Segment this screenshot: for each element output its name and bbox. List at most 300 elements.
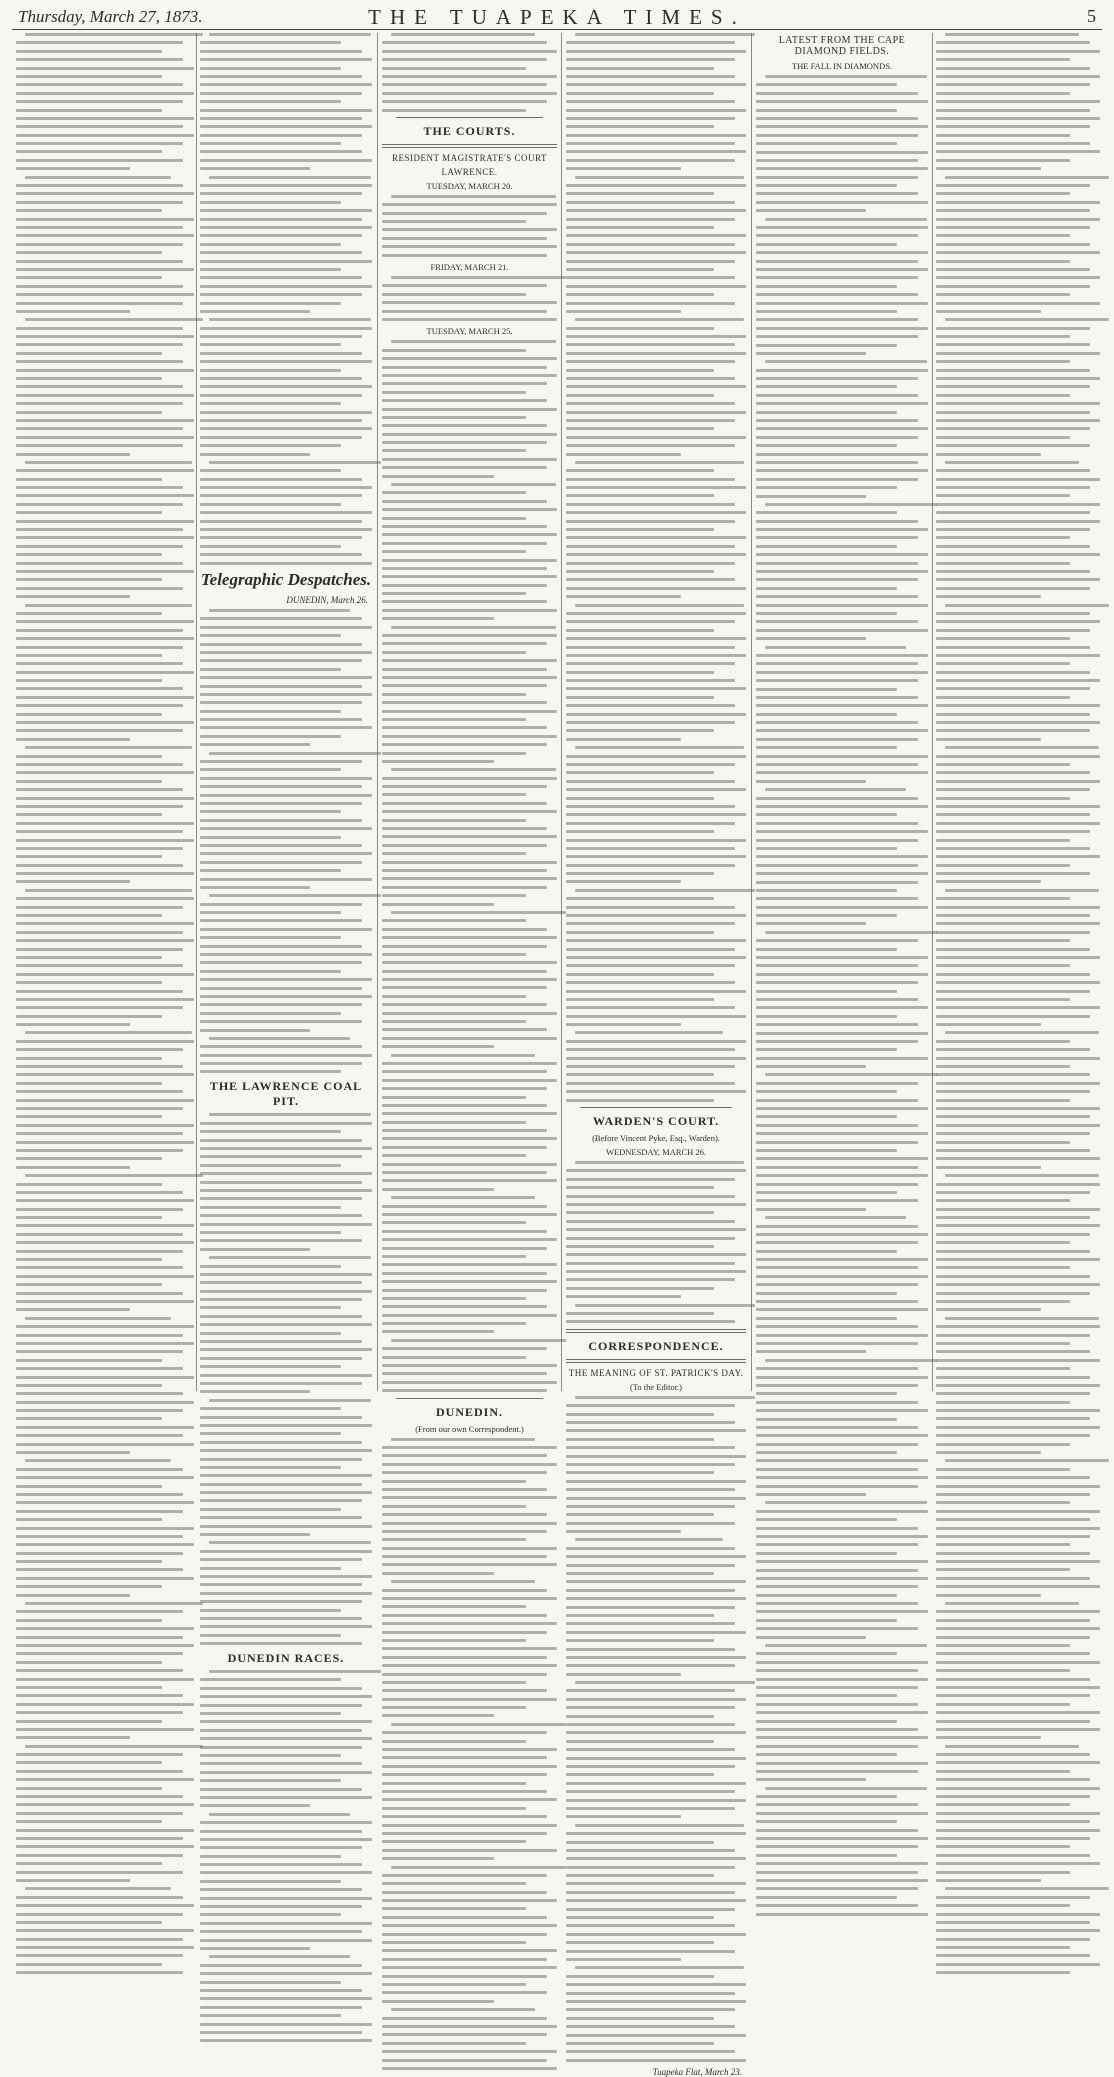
text-line: [200, 503, 341, 506]
text-line: [16, 1157, 162, 1160]
text-line: [16, 1132, 183, 1135]
text-line: [382, 500, 547, 503]
text-line: [382, 1740, 526, 1743]
text-line: [16, 1124, 194, 1127]
text-line: [566, 1992, 735, 1995]
text-line: [936, 167, 1041, 170]
text-line: [16, 545, 183, 548]
text-line: [200, 2014, 341, 2017]
text-line: [566, 67, 714, 70]
text-line: [756, 453, 928, 456]
text-line: [25, 1031, 192, 1034]
text-line: [16, 1250, 183, 1253]
text-line: [566, 1099, 714, 1102]
text-line: [16, 1426, 194, 1429]
text-line: [756, 234, 918, 237]
text-line: [566, 914, 746, 917]
text-line: [382, 1221, 526, 1224]
text-line: [566, 880, 681, 883]
text-line: [200, 192, 362, 195]
text-line: [200, 50, 362, 53]
text-line: [756, 1736, 928, 1739]
text-line: [756, 1183, 918, 1186]
text-line: [945, 746, 1099, 749]
text-line: [566, 595, 681, 598]
text-line: [756, 855, 928, 858]
text-line: [16, 1644, 194, 1647]
text-line: [566, 1849, 735, 1852]
text-line: [566, 411, 746, 414]
text-line: [756, 495, 866, 498]
text-line: [566, 1455, 746, 1458]
text-line: [756, 713, 897, 716]
text-line: [566, 1597, 746, 1600]
text-line: [382, 659, 557, 662]
text-line: [382, 1330, 494, 1333]
text-line: [756, 411, 897, 414]
text-line: [756, 595, 918, 598]
text-line: [756, 436, 918, 439]
text-line: [16, 285, 183, 288]
text-line: [756, 1166, 918, 1169]
text-line: [756, 612, 897, 615]
text-line: [566, 620, 735, 623]
text-line: [382, 1983, 526, 1986]
text-line: [936, 1376, 1090, 1379]
text-line: [382, 475, 494, 478]
text-line: [382, 1622, 557, 1625]
text-line: [382, 1874, 547, 1877]
text-line: [382, 1916, 547, 1919]
text-line: [16, 360, 183, 363]
text-line: [566, 1924, 735, 1927]
text-line: [382, 1840, 526, 1843]
text-line: [936, 1787, 1100, 1790]
text-line: [936, 402, 1100, 405]
text-line: [936, 771, 1090, 774]
text-line: [209, 176, 371, 179]
text-line: [382, 1941, 526, 1944]
section-heading: WARDEN'S COURT.: [592, 1114, 720, 1128]
text-line: [936, 411, 1090, 414]
text-line: [16, 1913, 183, 1916]
text-line: [945, 1174, 1099, 1177]
text-line: [756, 201, 928, 204]
text-line: [382, 684, 547, 687]
text-line: [382, 1689, 547, 1692]
text-line: [756, 109, 897, 112]
text-line: [756, 142, 897, 145]
text-line: [936, 654, 1100, 657]
text-line: [566, 1832, 746, 1835]
text-line: [756, 1132, 928, 1135]
text-line: [16, 1703, 194, 1706]
text-line: [566, 335, 746, 338]
text-line: [936, 1669, 1070, 1672]
text-line: [756, 1040, 918, 1043]
text-line: [936, 92, 1070, 95]
text-line: [756, 344, 897, 347]
text-line: [756, 92, 918, 95]
text-line: [382, 1356, 526, 1359]
text-line: [25, 604, 192, 607]
text-line: [566, 1253, 746, 1256]
text-line: [391, 33, 535, 36]
text-line: [200, 100, 341, 103]
text-line: [936, 1334, 1090, 1337]
text-line: [382, 100, 547, 103]
text-line: [16, 511, 162, 514]
text-line: [575, 889, 755, 892]
text-line: [765, 503, 937, 506]
text-line: [756, 1048, 897, 1051]
article-body: [566, 33, 746, 1102]
text-line: [566, 83, 746, 86]
text-line: [756, 1250, 897, 1253]
text-line: [16, 1921, 162, 1924]
text-line: [16, 453, 130, 456]
text-line: [200, 1762, 362, 1765]
text-line: [756, 1308, 928, 1311]
text-line: [382, 1104, 547, 1107]
text-line: [756, 620, 918, 623]
text-line: [382, 1681, 526, 1684]
column-rule: [196, 33, 197, 1391]
text-line: [382, 50, 557, 53]
text-line: [936, 797, 1070, 800]
text-line: [200, 693, 372, 696]
text-line: [16, 1258, 162, 1261]
text-line: [566, 662, 735, 665]
text-line: [200, 109, 372, 112]
text-line: [382, 1263, 557, 1266]
text-line: [382, 228, 557, 231]
text-line: [936, 1770, 1070, 1773]
text-line: [756, 1812, 928, 1815]
text-line: [200, 1863, 362, 1866]
text-line: [566, 444, 735, 447]
text-line: [200, 58, 372, 61]
article-body: [200, 1113, 372, 1645]
text-line: [209, 1256, 371, 1259]
text-line: [936, 134, 1070, 137]
text-line: [16, 528, 183, 531]
text-line: [756, 637, 866, 640]
text-line: [382, 1664, 557, 1667]
text-line: [756, 990, 897, 993]
text-line: [756, 192, 918, 195]
text-line: [16, 755, 162, 758]
text-line: [16, 125, 183, 128]
text-line: [200, 352, 362, 355]
text-line: [566, 1866, 735, 1869]
text-line: [756, 117, 918, 120]
text-line: [566, 1555, 746, 1558]
text-line: [756, 839, 918, 842]
text-line: [566, 570, 714, 573]
text-line: [756, 1199, 918, 1202]
text-line: [200, 668, 341, 671]
text-line: [16, 713, 162, 716]
text-line: [566, 419, 735, 422]
text-line: [936, 1434, 1090, 1437]
text-line: [936, 1065, 1070, 1068]
text-line: [382, 1933, 547, 1936]
text-line: [756, 1434, 928, 1437]
text-line: [566, 1438, 714, 1441]
text-line: [200, 1625, 372, 1628]
text-line: [936, 1073, 1090, 1076]
text-line: [200, 1029, 310, 1032]
text-line: [936, 1485, 1100, 1488]
text-line: [200, 919, 362, 922]
text-line: [382, 1673, 547, 1676]
divider: [382, 144, 557, 148]
text-line: [566, 1270, 746, 1273]
text-line: [936, 948, 1090, 951]
article-body: [382, 340, 557, 1392]
text-line: [25, 33, 203, 36]
text-line: [936, 377, 1100, 380]
text-line: [382, 1714, 494, 1717]
article-body: [200, 33, 372, 565]
text-line: [209, 1541, 371, 1544]
text-line: [756, 167, 928, 170]
text-line: [756, 1233, 928, 1236]
text-line: [16, 150, 162, 153]
text-line: [566, 92, 714, 95]
text-line: [566, 2017, 714, 2020]
court-place: LAWRENCE.: [441, 166, 498, 177]
text-line: [382, 2067, 557, 2070]
text-line: [16, 419, 194, 422]
text-line: [382, 1656, 547, 1659]
text-line: [200, 360, 372, 363]
text-line: [200, 1189, 372, 1192]
text-line: [200, 819, 362, 822]
text-line: [16, 1325, 194, 1328]
text-line: [16, 134, 194, 137]
text-line: [756, 293, 918, 296]
text-line: [200, 1012, 341, 1015]
text-line: [566, 1073, 714, 1076]
text-line: [382, 1538, 526, 1541]
text-line: [756, 578, 918, 581]
text-line: [382, 970, 547, 973]
text-line: [756, 226, 928, 229]
text-line: [16, 1770, 183, 1773]
text-line: [391, 483, 556, 486]
text-line: [200, 626, 372, 629]
text-line: [16, 1946, 194, 1949]
text-line: [200, 701, 362, 704]
text-line: [382, 1824, 557, 1827]
text-line: [382, 1547, 557, 1550]
text-line: [16, 394, 194, 397]
text-line: [382, 2042, 526, 2045]
text-line: [945, 604, 1109, 607]
text-line: [566, 327, 714, 330]
text-line: [765, 931, 937, 934]
text-line: [382, 1322, 526, 1325]
text-line: [200, 1880, 341, 1883]
text-line: [756, 83, 897, 86]
text-line: [200, 41, 341, 44]
text-line: [756, 1753, 897, 1756]
text-line: [945, 1602, 1079, 1605]
text-line: [756, 822, 918, 825]
column-1: [16, 33, 194, 1391]
text-line: [16, 369, 194, 372]
text-line: [200, 1567, 341, 1570]
text-line: [382, 1347, 547, 1350]
text-line: [382, 1238, 557, 1241]
text-line: [756, 696, 918, 699]
text-line: [200, 936, 341, 939]
text-line: [382, 1372, 547, 1375]
text-line: [382, 1213, 557, 1216]
text-line: [566, 1404, 735, 1407]
text-line: [382, 961, 557, 964]
text-line: [936, 1829, 1100, 1832]
text-line: [756, 864, 918, 867]
text-line: [936, 1560, 1100, 1563]
text-line: [391, 1866, 566, 1869]
text-line: [200, 1298, 362, 1301]
text-line: [936, 1141, 1070, 1144]
text-line: [16, 1761, 162, 1764]
text-line: [382, 1154, 526, 1157]
text-line: [16, 570, 194, 573]
text-line: [200, 310, 310, 313]
text-line: [936, 192, 1070, 195]
text-line: [945, 33, 1079, 36]
text-line: [200, 1737, 372, 1740]
text-line: [936, 352, 1100, 355]
text-line: [765, 218, 927, 221]
text-line: [16, 662, 183, 665]
text-line: [566, 788, 746, 791]
text-line: [209, 318, 371, 321]
text-line: [16, 1829, 194, 1832]
text-line: [382, 1647, 557, 1650]
text-line: [756, 1409, 928, 1412]
text-line: [936, 1292, 1090, 1295]
text-line: [382, 1230, 547, 1233]
text-line: [566, 671, 714, 674]
text-line: [936, 872, 1090, 875]
text-line: [756, 1535, 928, 1538]
text-line: [200, 427, 372, 430]
text-line: [382, 2000, 494, 2003]
text-line: [756, 1803, 918, 1806]
text-line: [16, 872, 194, 875]
section-heading: Telegraphic Despatches.: [200, 570, 372, 589]
text-line: [566, 1698, 746, 1701]
text-line: [16, 226, 183, 229]
text-line: [391, 911, 566, 914]
text-line: [200, 1323, 372, 1326]
text-line: [756, 1283, 918, 1286]
text-line: [200, 634, 341, 637]
divider: [566, 1359, 746, 1363]
text-line: [200, 852, 372, 855]
text-line: [200, 159, 372, 162]
text-line: [936, 520, 1100, 523]
text-line: [566, 1413, 714, 1416]
text-line: [200, 1888, 362, 1891]
text-line: [16, 1929, 194, 1932]
text-line: [382, 293, 526, 296]
text-line: [16, 1057, 162, 1060]
text-line: [16, 839, 194, 842]
text-line: [200, 643, 362, 646]
text-line: [200, 1997, 372, 2000]
text-line: [566, 1178, 735, 1181]
text-line: [382, 1891, 547, 1894]
text-line: [566, 1899, 746, 1902]
divider: [396, 1398, 543, 1399]
text-line: [391, 340, 556, 343]
text-line: [382, 844, 547, 847]
article-body: [756, 75, 928, 1916]
text-line: [16, 1073, 194, 1076]
text-line: [16, 1627, 194, 1630]
text-line: [566, 1186, 714, 1189]
text-line: [382, 1471, 547, 1474]
text-line: [566, 587, 746, 590]
text-line: [756, 1845, 918, 1848]
text-line: [200, 1248, 310, 1251]
text-line: [200, 970, 341, 973]
text-line: [936, 1803, 1070, 1806]
text-line: [566, 1015, 746, 1018]
text-line: [200, 453, 310, 456]
text-line: [200, 1139, 362, 1142]
text-line: [16, 797, 194, 800]
text-line: [936, 1258, 1100, 1261]
text-line: [756, 1392, 897, 1395]
text-line: [200, 1164, 341, 1167]
text-line: [566, 1547, 735, 1550]
text-line: [945, 1317, 1099, 1320]
text-line: [200, 2006, 362, 2009]
text-line: [936, 1585, 1100, 1588]
text-line: [200, 1981, 341, 1984]
text-line: [566, 343, 735, 346]
text-line: [200, 1788, 362, 1791]
text-line: [200, 142, 341, 145]
text-line: [566, 1040, 746, 1043]
text-line: [200, 260, 372, 263]
text-line: [936, 142, 1090, 145]
text-line: [382, 1924, 557, 1927]
text-line: [200, 1231, 341, 1234]
text-line: [756, 1292, 897, 1295]
text-line: [936, 1552, 1090, 1555]
text-line: [382, 710, 557, 713]
text-line: [566, 855, 746, 858]
text-line: [200, 1746, 362, 1749]
text-line: [756, 536, 918, 539]
text-line: [936, 1224, 1100, 1227]
text-line: [756, 1350, 866, 1353]
text-line: [382, 886, 547, 889]
text-line: [566, 1799, 746, 1802]
text-line: [16, 1686, 162, 1689]
text-line: [756, 1569, 918, 1572]
text-line: [200, 869, 341, 872]
